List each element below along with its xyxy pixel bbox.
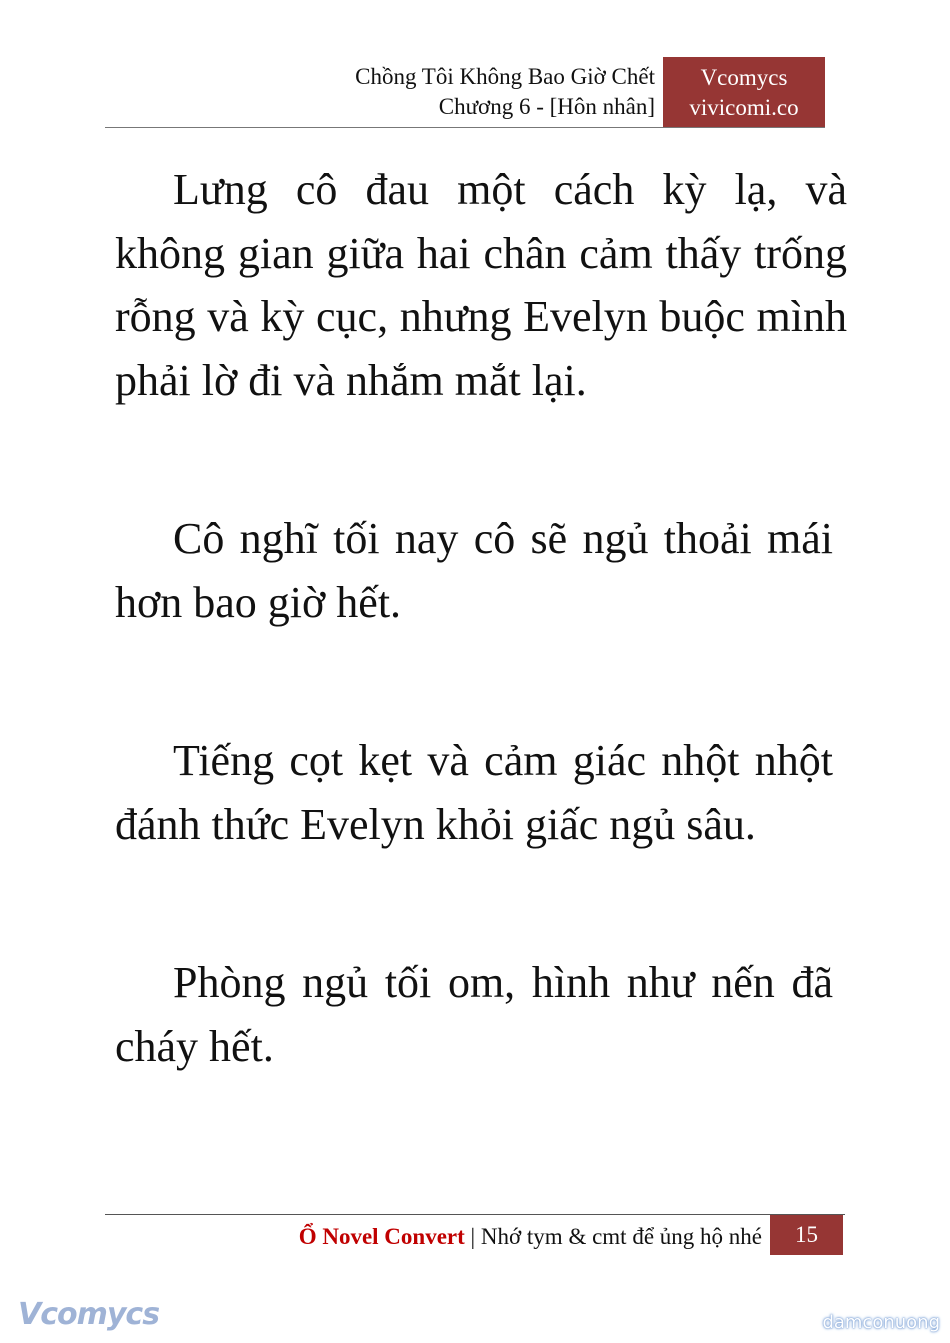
footer-message: Nhớ tym & cmt để ủng hộ nhé	[480, 1224, 762, 1249]
paragraph: Phòng ngủ tối om, hình như nến đã cháy hết.	[115, 958, 833, 1071]
footer-text	[299, 1222, 762, 1252]
page-number: 15	[770, 1215, 843, 1255]
footer-brand: Ổ Novel Convert	[298, 1224, 465, 1249]
paragraph: Tiếng cọt kẹt và cảm giác nhột nhột đánh thức Evelyn khỏi giấc ngủ sâu.	[115, 736, 833, 849]
site-badge	[663, 57, 825, 127]
running-header	[355, 62, 655, 122]
watermark-logo-left: Vcomycs	[18, 1297, 160, 1332]
book-title: Chồng Tôi Không Bao Giờ Chết	[355, 64, 655, 89]
footer-divider	[105, 1214, 845, 1215]
chapter-title: Chương 6 - [Hôn nhân]	[438, 94, 655, 119]
header-divider	[105, 127, 825, 128]
footer-separator: |	[464, 1224, 481, 1249]
paragraph: Cô nghĩ tối nay cô sẽ ngủ thoải mái hơn bao giờ hết.	[115, 514, 833, 627]
site-badge-url: vivicomi.co	[689, 95, 799, 120]
site-badge-name: Vcomycs	[700, 65, 788, 90]
page-body	[115, 158, 847, 1173]
watermark-right: damconuong	[822, 1312, 940, 1333]
paragraph: Lưng cô đau một cách kỳ lạ, và không gian giữa hai chân cảm thấy trống rỗng và kỳ cục, nhưng Evelyn buộc mình phải lờ đi và nhắm mắt lại.	[115, 165, 847, 405]
